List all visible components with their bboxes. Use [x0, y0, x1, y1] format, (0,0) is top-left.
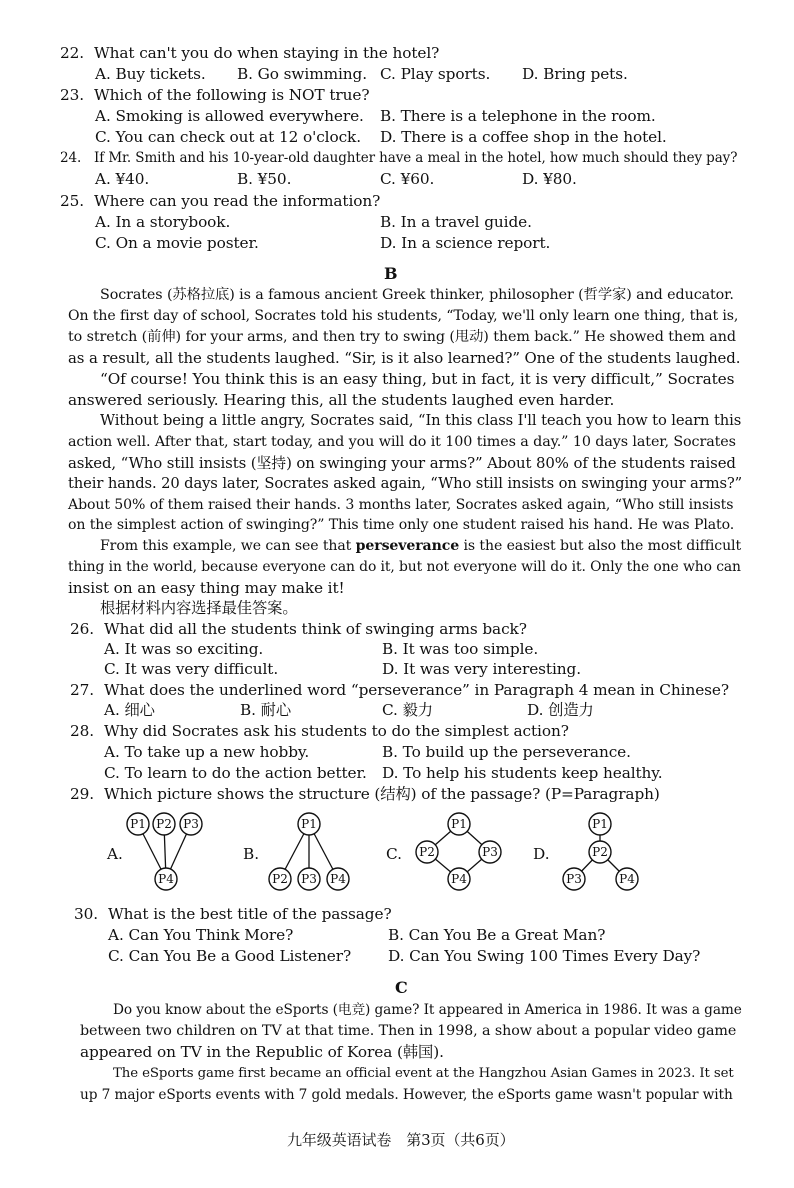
q27-option-a[interactable]: A. 细心 [104, 701, 155, 719]
passage-b-line: action well. After that, start today, and you will do it 100 times a day.” 10 days later, Socrates [68, 434, 736, 450]
node-label: P1 [451, 817, 467, 831]
node-label: P3 [183, 817, 199, 831]
q26-option-b[interactable]: B. It was too simple. [382, 640, 539, 658]
keyword-perseverance: perseverance [355, 538, 460, 554]
passage-c-line: The eSports game first became an official event at the Hangzhou Asian Games in 2023. It set [113, 1066, 734, 1081]
question-number: 23. [60, 86, 85, 104]
question-number: 22. [60, 44, 85, 62]
node-label: P4 [619, 872, 635, 886]
node-label: P3 [566, 872, 582, 886]
passage-b-line [100, 536, 741, 556]
node-label: P1 [130, 817, 146, 831]
q23-option-a[interactable]: A. Smoking is allowed everywhere. [95, 107, 364, 125]
q30-option-b[interactable]: B. Can You Be a Great Man? [388, 926, 606, 944]
q22-option-b[interactable]: B. Go swimming. [237, 65, 368, 83]
node-label: P2 [156, 817, 172, 831]
question-22 [60, 43, 439, 63]
q28-option-b[interactable]: B. To build up the perseverance. [382, 743, 631, 761]
page-footer: 九年级英语试卷 第3页（共6页） [287, 1131, 515, 1149]
q24-option-b[interactable]: B. ¥50. [237, 170, 292, 188]
question-text: Which of the following is NOT true? [94, 86, 370, 104]
passage-b-line: answered seriously. Hearing this, all the students laughed even harder. [68, 391, 615, 409]
question-27 [70, 680, 729, 700]
node-label: P2 [592, 845, 608, 859]
passage-b-line: thing in the world, because everyone can do it, but not everyone will do it. Only the one who can [68, 559, 741, 575]
instruction-text: 根据材料内容选择最佳答案。 [100, 599, 298, 617]
passage-b-line: their hands. 20 days later, Socrates asked again, “Who still insists on swinging your arms?” [68, 475, 743, 492]
q26-option-c[interactable]: C. It was very difficult. [104, 660, 279, 678]
q29-option-d-label[interactable]: D. [533, 845, 550, 863]
passage-b-line: “Of course! You think this is an easy thing, but in fact, it is very difficult,” Socrates [100, 370, 735, 388]
question-number: 25. [60, 192, 85, 210]
q27-option-d[interactable]: D. 创造力 [527, 701, 594, 719]
node-label: P1 [301, 817, 317, 831]
q22-option-a[interactable]: A. Buy tickets. [95, 65, 206, 83]
structure-diagrams [0, 800, 794, 910]
q28-option-a[interactable]: A. To take up a new hobby. [104, 743, 310, 761]
q24-option-a[interactable]: A. ¥40. [95, 170, 150, 188]
passage-b-line: insist on an easy thing may make it! [68, 579, 345, 597]
q29-option-b-label[interactable]: B. [243, 845, 260, 863]
q23-option-c[interactable]: C. You can check out at 12 o'clock. [95, 128, 361, 146]
q29-option-c-label[interactable]: C. [386, 845, 403, 863]
question-number: 27. [70, 681, 95, 699]
passage-c-line: up 7 major eSports events with 7 gold medals. However, the eSports game wasn't popular with [80, 1087, 733, 1103]
passage-b-line: on the simplest action of swinging?” This time only one student raised his hand. He was Plato. [68, 517, 735, 533]
question-23 [60, 85, 369, 105]
question-text: What did all the students think of swinging arms back? [104, 620, 527, 638]
passage-c-line: Do you know about the eSports (电竞) game? It appeared in America in 1986. It was a game [113, 1002, 742, 1018]
q26-option-d[interactable]: D. It was very interesting. [382, 660, 581, 678]
passage-c-line: appeared on TV in the Republic of Korea (韩国). [80, 1043, 444, 1061]
passage-b-line: Without being a little angry, Socrates said, “In this class I'll teach you how to learn this [100, 412, 742, 429]
passage-b-line: About 50% of them raised their hands. 3 months later, Socrates asked again, “Who still insists [68, 497, 734, 513]
node-label: P2 [272, 872, 288, 886]
q22-option-c[interactable]: C. Play sports. [380, 65, 491, 83]
question-text: What can't you do when staying in the hotel? [94, 44, 440, 62]
question-28 [70, 721, 569, 741]
section-b-heading: B [384, 264, 398, 283]
question-text: If Mr. Smith and his 10-year-old daughter have a meal in the hotel, how much should they pay? [94, 150, 738, 166]
node-label: P3 [301, 872, 317, 886]
question-number: 30. [74, 905, 99, 923]
q25-option-d[interactable]: D. In a science report. [380, 234, 551, 252]
question-number: 26. [70, 620, 95, 638]
question-25 [60, 191, 380, 211]
node-label: P4 [330, 872, 346, 886]
question-24 [60, 148, 737, 168]
q24-option-c[interactable]: C. ¥60. [380, 170, 435, 188]
question-text: Why did Socrates ask his students to do the simplest action? [104, 722, 569, 740]
question-text: What does the underlined word “perseverance” in Paragraph 4 mean in Chinese? [104, 681, 729, 699]
question-text: Where can you read the information? [94, 192, 381, 210]
question-26 [70, 619, 527, 639]
q30-option-a[interactable]: A. Can You Think More? [108, 926, 294, 944]
question-30 [74, 904, 392, 924]
q23-option-d[interactable]: D. There is a coffee shop in the hotel. [380, 128, 667, 146]
passage-c-line: between two children on TV at that time. Then in 1998, a show about a popular video game [80, 1023, 737, 1039]
q25-option-c[interactable]: C. On a movie poster. [95, 234, 259, 252]
passage-b-line: asked, “Who still insists (坚持) on swinging your arms?” About 80% of the students raised [68, 454, 736, 472]
passage-text: From this example, we can see that [100, 538, 352, 554]
q27-option-b[interactable]: B. 耐心 [240, 701, 292, 719]
q23-option-b[interactable]: B. There is a telephone in the room. [380, 107, 656, 125]
node-label: P4 [158, 872, 174, 886]
q28-option-c[interactable]: C. To learn to do the action better. [104, 764, 367, 782]
q28-option-d[interactable]: D. To help his students keep healthy. [382, 764, 663, 782]
q30-option-d[interactable]: D. Can You Swing 100 Times Every Day? [388, 947, 701, 965]
q29-option-a-label[interactable]: A. [107, 845, 123, 863]
q25-option-b[interactable]: B. In a travel guide. [380, 213, 532, 231]
question-number: 28. [70, 722, 95, 740]
question-number: 24. [60, 150, 82, 166]
q24-option-d[interactable]: D. ¥80. [522, 170, 577, 188]
q25-option-a[interactable]: A. In a storybook. [95, 213, 231, 231]
section-c-heading: C [395, 978, 408, 997]
question-text: Which picture shows the structure (结构) of the passage? (P=Paragraph) [104, 785, 660, 803]
node-label: P1 [592, 817, 608, 831]
node-label: P2 [419, 845, 435, 859]
node-label: P3 [482, 845, 498, 859]
passage-b-line: On the first day of school, Socrates told his students, “Today, we'll only learn one thing, that is, [68, 308, 739, 324]
passage-b-line: Socrates (苏格拉底) is a famous ancient Greek thinker, philosopher (哲学家) and educator. [100, 287, 734, 303]
question-text: What is the best title of the passage? [108, 905, 392, 923]
q30-option-c[interactable]: C. Can You Be a Good Listener? [108, 947, 352, 965]
q27-option-c[interactable]: C. 毅力 [382, 701, 433, 719]
q22-option-d[interactable]: D. Bring pets. [522, 65, 628, 83]
q26-option-a[interactable]: A. It was so exciting. [104, 640, 264, 658]
passage-b-line: to stretch (前伸) for your arms, and then try to swing (甩动) them back.” He showed them and [68, 329, 736, 345]
question-number: 29. [70, 785, 95, 803]
passage-b-line: as a result, all the students laughed. “Sir, is it also learned?” One of the students laughed. [68, 349, 741, 367]
node-label: P4 [451, 872, 467, 886]
passage-text: is the easiest but also the most difficult [463, 538, 742, 554]
